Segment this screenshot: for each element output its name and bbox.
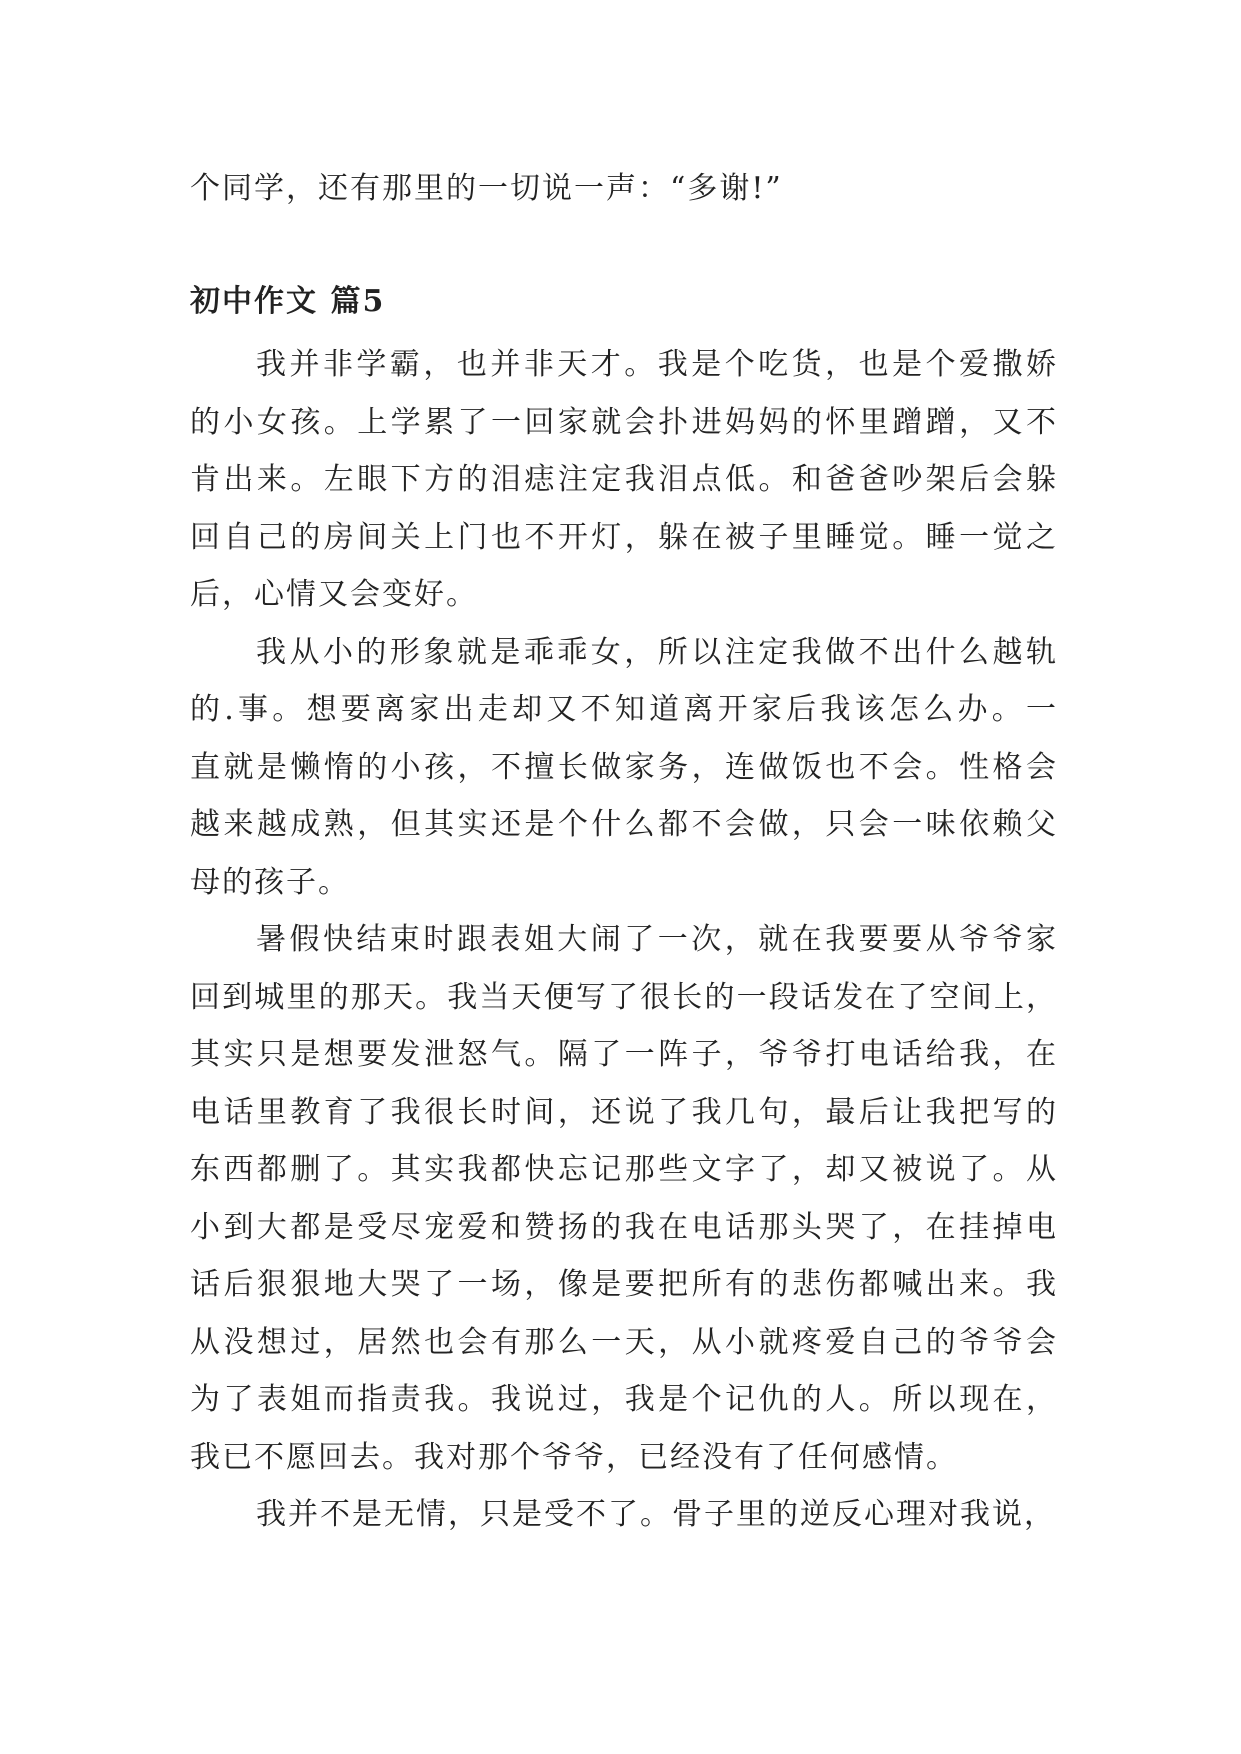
text-line: 暑假快结束时跟表姐大闹了一次，就在我要要从爷爷家	[256, 922, 1058, 957]
text-line: 我从小的形象就是乖乖女，所以注定我做不出什么越轨	[256, 634, 1058, 670]
paragraph	[190, 1486, 1058, 1544]
text-line: 的.事。想要离家出走却又不知道离开家后我该怎么办。一	[190, 692, 1058, 727]
paragraph	[190, 911, 1058, 1486]
section-heading: 初中作文 篇5	[190, 284, 386, 319]
text-line: 话后狠狠地大哭了一场，像是要把所有的悲伤都喊出来。我	[190, 1267, 1058, 1302]
carry-over-line: 个同学，还有那里的一切说一声：“多谢!”	[190, 171, 783, 206]
text-line: 东西都删了。其实我都快忘记那些文字了，却又被说了。从	[190, 1152, 1058, 1187]
paragraph	[190, 336, 1058, 624]
text-line: 我并非学霸，也并非天才。我是个吃货，也是个爱撒娇	[256, 347, 1058, 382]
text-line: 的小女孩。上学累了一回家就会扑进妈妈的怀里蹭蹭，又不	[190, 404, 1058, 440]
text-line: 我已不愿回去。我对那个爷爷，已经没有了任何感情。	[190, 1439, 958, 1475]
text-line: 肯出来。左眼下方的泪痣注定我泪点低。和爸爸吵架后会躲	[190, 462, 1058, 497]
text-line: 电话里教育了我很长时间，还说了我几句，最后让我把写的	[190, 1094, 1058, 1130]
text-line: 我并不是无情，只是受不了。骨子里的逆反心理对我说，	[256, 1497, 1056, 1532]
text-line: 越来越成熟，但其实还是个什么都不会做，只会一味依赖父	[190, 807, 1058, 842]
paragraph	[190, 624, 1058, 912]
text-line: 小到大都是受尽宠爱和赞扬的我在电话那头哭了，在挂掉电	[190, 1209, 1058, 1245]
text-line: 回到城里的那天。我当天便写了很长的一段话发在了空间上，	[190, 979, 1058, 1015]
text-line: 为了表姐而指责我。我说过，我是个记仇的人。所以现在，	[190, 1382, 1058, 1417]
text-line: 从没想过，居然也会有那么一天，从小就疼爱自己的爷爷会	[190, 1324, 1058, 1360]
essay-body	[190, 336, 1058, 1544]
text-line: 后，心情又会变好。	[190, 577, 478, 612]
text-line: 母的孩子。	[190, 864, 350, 900]
text-line: 其实只是想要发泄怒气。隔了一阵子，爷爷打电话给我，在	[190, 1037, 1058, 1072]
text-line: 回自己的房间关上门也不开灯，躲在被子里睡觉。睡一觉之	[190, 519, 1058, 555]
text-line: 直就是懒惰的小孩，不擅长做家务，连做饭也不会。性格会	[190, 749, 1058, 785]
